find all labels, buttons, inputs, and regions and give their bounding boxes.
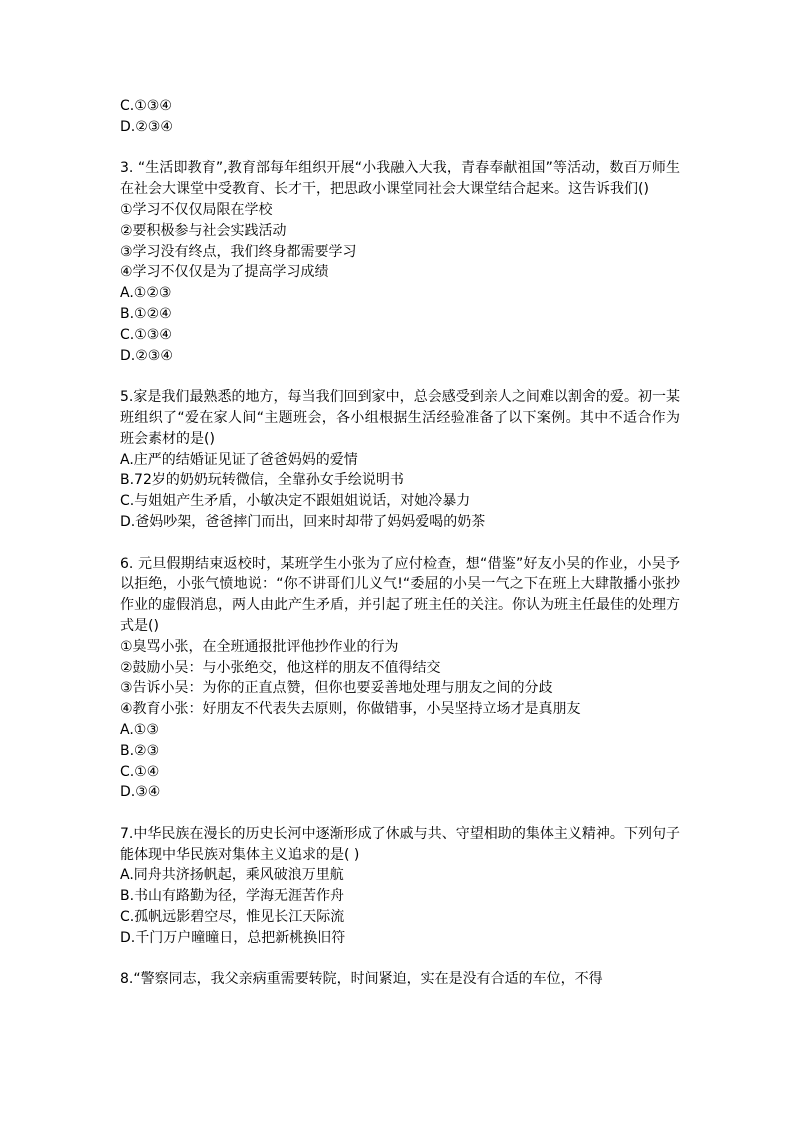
question-stem: 3. “生活即教育”,教育部每年组织开展“小我融入大我，青春奉献祖国”等活动，数百万师生在社会大课堂中受教育、长才干，把思政小课堂同社会大课堂结合起来。这告诉我们(): [120, 160, 680, 198]
question-5: [120, 387, 680, 533]
spacer: [120, 366, 680, 387]
option-d: D.千门万户曈曈日，总把新桃换旧符: [120, 929, 346, 946]
spacer: [120, 949, 680, 970]
option-a: A.①③: [120, 721, 159, 738]
option-a: A.同舟共济扬帆起，乘风破浪万里航: [120, 867, 344, 884]
question-stem: 5.家是我们最熟悉的地方，每当我们回到家中，总会感受到亲人之间难以割舍的爱。初一某班组织了“爱在家人间“主题班会，各小组根据生活经验准备了以下案例。其中不适合作为班会素材的是(): [120, 389, 680, 447]
statement-2: ②要积极参与社会实践活动: [120, 222, 287, 239]
exam-page: [120, 96, 680, 990]
question-stem: 6. 元旦假期结束返校时，某班学生小张为了应付检查，想“借鉴”好友小吴的作业，小吴予以拒绝，小张气愤地说：“你不讲哥们儿义气!“委屈的小吴一气之下在班上大肆散播小张抄作业的虚假消息，两人由此产生矛盾，并引起了班主任的关注。你认为班主任最佳的处理方式是(): [120, 555, 680, 634]
statement-2: ②鼓励小吴：与小张绝交，他这样的朋友不值得结交: [120, 659, 441, 676]
option-a: A.①②③: [120, 285, 172, 302]
statement-4: ④教育小张：好朋友不代表失去原则，你做错事，小吴坚持立场才是真朋友: [120, 701, 581, 718]
option-b: B.72岁的奶奶玩转微信，全靠孙女手绘说明书: [120, 472, 404, 489]
question-stem: 7.中华民族在漫长的历史长河中逐渐形成了休戚与共、守望相助的集体主义精神。下列句子能体现中华民族对集体主义追求的是( ): [120, 825, 680, 863]
option-d: D.③④: [120, 784, 161, 801]
option-c: C.①③④: [120, 98, 172, 114]
option-d: D.②③④: [120, 118, 173, 135]
question-2-tail: [120, 96, 680, 138]
statement-1: ①学习不仅仅局限在学校: [120, 201, 273, 218]
option-c: C.①③④: [120, 326, 172, 343]
option-c: C.①④: [120, 763, 160, 780]
statement-4: ④学习不仅仅是为了提高学习成绩: [120, 264, 329, 281]
question-8: [120, 969, 680, 990]
question-7: [120, 824, 680, 949]
option-c: C.孤帆远影碧空尽，惟见长江天际流: [120, 909, 345, 926]
question-6: [120, 554, 680, 804]
option-a: A.庄严的结婚证见证了爸爸妈妈的爱情: [120, 451, 358, 468]
option-c: C.与姐姐产生矛盾，小敏决定不跟姐姐说话，对她冷暴力: [120, 493, 471, 510]
question-3: [120, 158, 680, 366]
statement-3: ③学习没有终点，我们终身都需要学习: [120, 243, 357, 260]
spacer: [120, 803, 680, 824]
spacer: [120, 138, 680, 159]
option-d: D.②③④: [120, 347, 173, 364]
question-stem: 8.“警察同志，我父亲病重需要转院，时间紧迫，实在是没有合适的车位，不得: [120, 971, 603, 988]
option-d: D.爸妈吵架，爸爸摔门而出，回来时却带了妈妈爱喝的奶茶: [120, 513, 486, 530]
option-b: B.②③: [120, 742, 160, 759]
statement-3: ③告诉小吴：为你的正直点赞，但你也要妥善地处理与朋友之间的分歧: [120, 680, 553, 697]
option-b: B.①②④: [120, 305, 172, 322]
option-b: B.书山有路勤为径，学海无涯苦作舟: [120, 888, 345, 905]
statement-1: ①臭骂小张，在全班通报批评他抄作业的行为: [120, 638, 399, 655]
spacer: [120, 533, 680, 554]
